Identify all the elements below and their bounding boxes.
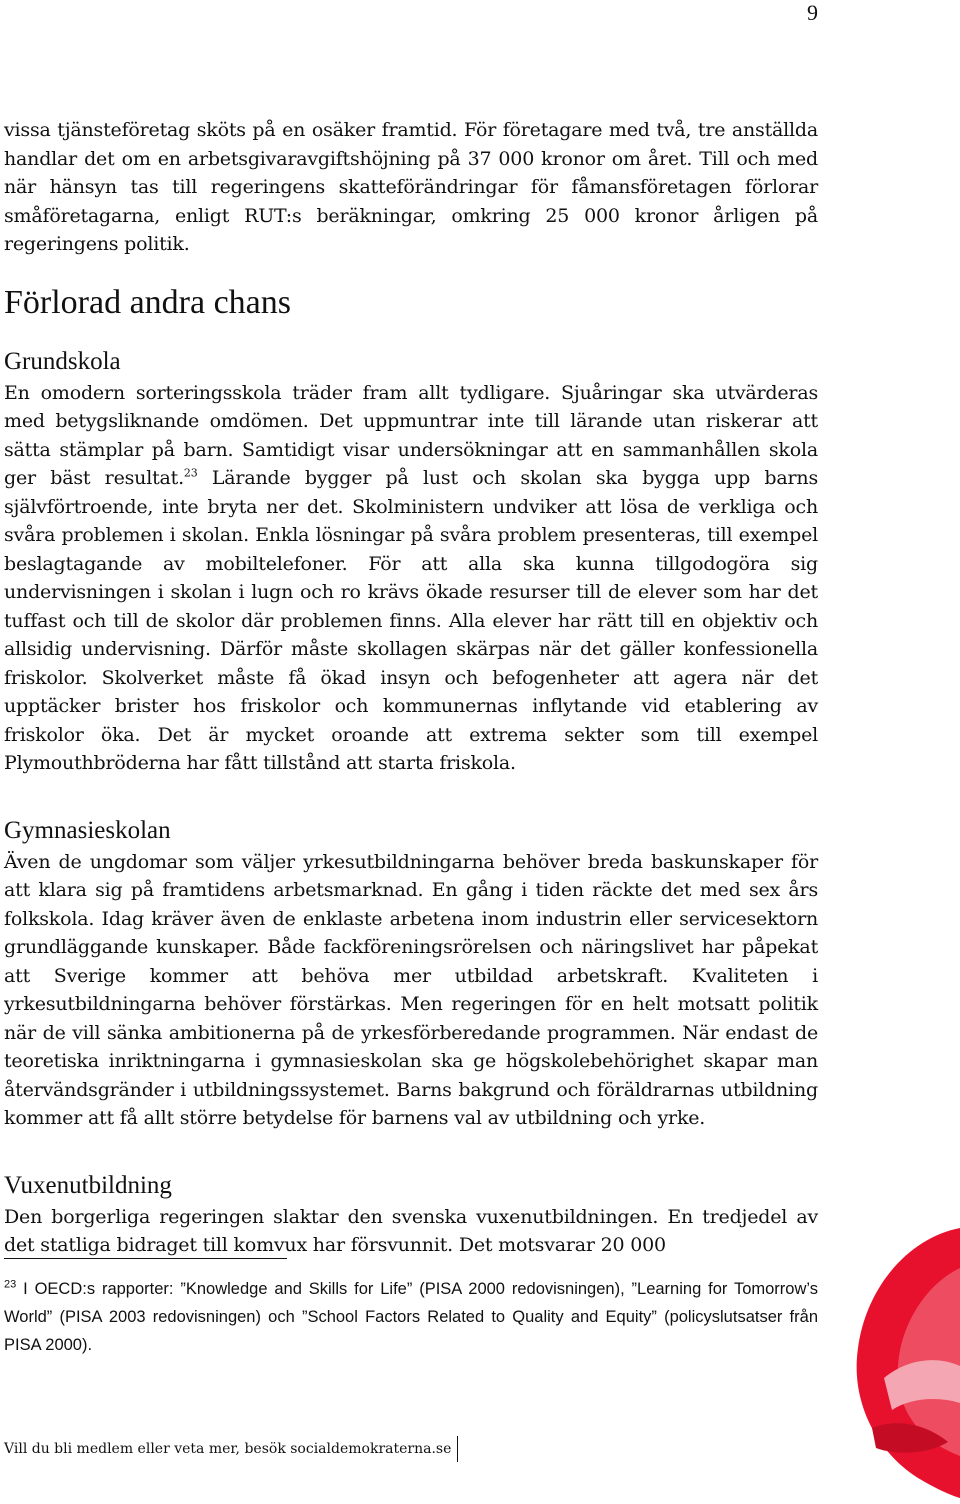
footnote-divider [4, 1258, 287, 1259]
grundskola-heading: Grundskola [4, 347, 121, 375]
footnote-reference[interactable]: 23 [183, 466, 198, 480]
main-content [4, 116, 818, 1260]
grundskola-paragraph [4, 379, 818, 778]
footnote-number: 23 [4, 1278, 17, 1291]
vuxenutbildning-heading: Vuxenutbildning [4, 1171, 172, 1199]
footnote-text: I OECD:s rapporter: ”Knowledge and Skills for Life” (PISA 2000 redovisningen), ”Learning for Tomorrow’s World” (PISA 2003 redovisningen) och ”School Factors Related to Quality and Equity” (policyslutsatser från PISA 2000). [4, 1280, 818, 1354]
gymnasieskolan-heading: Gymnasieskolan [4, 816, 171, 844]
section-title: Förlorad andra chans [4, 283, 292, 321]
gymnasieskolan-paragraph: Även de ungdomar som väljer yrkesutbildningarna behöver breda baskunskaper för att klara sig på framtidens arbetsmarknad. En gång i tiden räckte det med sex års folkskola. Idag kräver även de enklaste arbetena inom industrin eller servicesektorn grundläggande kunskaper. Både fackföreningsrörelsen och näringslivet har påpekat att Sverige kommer att behöva mer utbildad arbetskraft. Kvaliteten i yrkesutbildningarna behöver förstärkas. Men regeringen för en helt motsatt politik när de vill sänka ambitionerna på de yrkesförberedande programmen. När endast de teoretiska inriktningarna i gymnasieskolan ska ge högskolebehörighet skapar man återvändsgränder i utbildningssystemet. Barns bakgrund och föräldrarnas utbildning kommer att få allt större betydelse för barnens val av utbildning och yrke. [4, 850, 818, 1129]
grundskola-text-after: Lärande bygger på lust och skolan ska bygga upp barns självförtroende, inte bryta ner det. Skolministern undviker att lösa de verkliga och svåra problemen i skolan. Enkla lösningar på svåra problem presenteras, till exempel beslagtagande av mobiltelefoner. För att alla ska kunna tillgodogöra sig undervisningen i skolan i lugn och ro krävs ökade resurser till de elever som har det tuffast och till de skolor där problemen finns. Alla elever har rätt till en objektiv och allsidig undervisning. Därför måste skollagen skärpas när det gäller konfessionella friskolor. Skolverket måste få ökad insyn och befogenheter att agera när det upptäcker brister hos friskolor och kommunernas inflytande vid etablering av friskolor öka. Det är mycket oroande att extrema sekter som till exempel Plymouthbröderna har fått tillstånd att starta friskola. [4, 467, 818, 774]
footer-text[interactable]: Vill du bli medlem eller veta mer, besök socialdemokraterna.se [4, 1436, 458, 1462]
grundskola-text-before: En omodern sorteringsskola träder fram allt tydligare. Sjuåringar ska utvärderas med betygsliknande omdömen. Det uppmuntrar inte till lärande utan riskerar att sätta stämplar på barn. Samtidigt visar undersökningar att en sammanhållen skola ger bäst resultat. [4, 381, 818, 489]
vuxenutbildning-paragraph: Den borgerliga regeringen slaktar den svenska vuxenutbildningen. En tredjedel av det statliga bidraget till komvux har försvunnit. Det motsvarar 20 000 [4, 1205, 818, 1256]
footnote [4, 1275, 818, 1359]
intro-paragraph: vissa tjänsteföretag sköts på en osäker framtid. För företagare med två, tre anställda handlar det om en arbetsgivaravgiftshöjning på 37 000 kronor om året. Till och med när hänsyn tas till regeringens skatteförändringar för fåmansföretagen förlorar småföretagarna, enligt RUT:s beräkningar, omkring 25 000 kronor årligen på regeringens politik. [4, 119, 818, 255]
rose-logo-icon [788, 1228, 960, 1504]
page-number: 9 [807, 0, 818, 25]
